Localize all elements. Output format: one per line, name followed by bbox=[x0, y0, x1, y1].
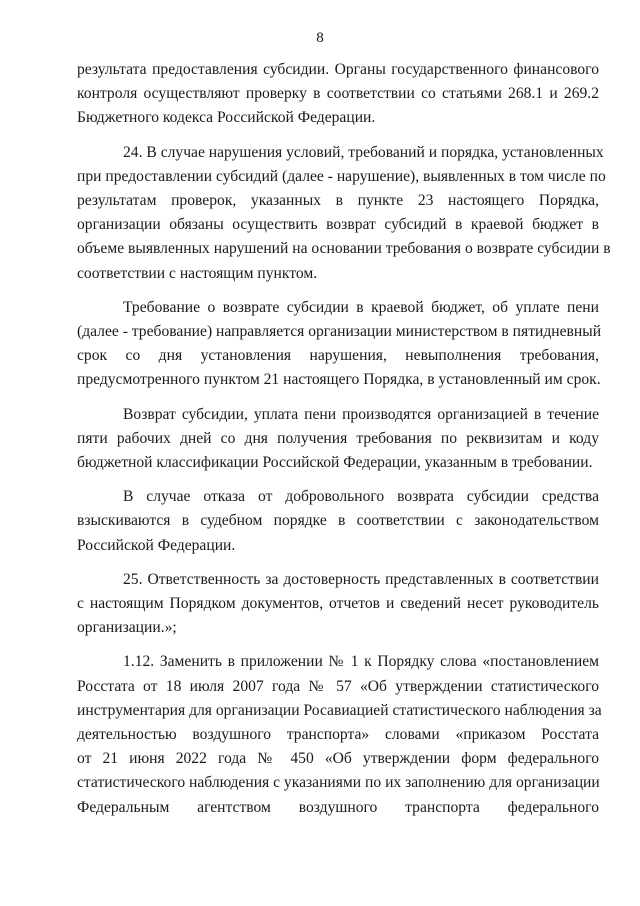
paragraph-gap bbox=[77, 393, 599, 403]
paragraph bbox=[77, 58, 599, 131]
text-line: от 21 июня 2022 года № 450 «Об утверждении форм федерального bbox=[77, 750, 599, 768]
page-number: 8 bbox=[316, 30, 324, 46]
text-line: бюджетной классификации Российской Федерации, указанным в требовании. bbox=[77, 454, 593, 472]
paragraph bbox=[77, 403, 599, 476]
text-line: результатам проверок, указанных в пункте 23 настоящего Порядка, bbox=[77, 192, 599, 210]
text-line: объеме выявленных нарушений на основании требования о возврате субсидии в bbox=[77, 240, 611, 258]
text-line: В случае отказа от добровольного возврата субсидии средства bbox=[123, 488, 599, 506]
paragraph bbox=[77, 141, 611, 286]
text-line: Российской Федерации. bbox=[77, 536, 236, 554]
paragraph-gap bbox=[77, 131, 599, 141]
paragraph-gap bbox=[77, 475, 599, 485]
text-line: пяти рабочих дней со дня получения требования по реквизитам и коду bbox=[77, 429, 599, 447]
text-line: (далее - требование) направляется организации министерством в пятидневный bbox=[77, 323, 602, 341]
text-line: 25. Ответственность за достоверность представленных в соответствии bbox=[123, 570, 599, 588]
text-line: инструментария для организации Росавиацией статистического наблюдения за bbox=[77, 701, 602, 719]
text-line: 24. В случае нарушения условий, требований и порядка, установленных bbox=[123, 143, 604, 161]
text-line: Возврат субсидии, уплата пени производятся организацией в течение bbox=[123, 405, 599, 423]
text-line: срок со дня установления нарушения, невыполнения требования, bbox=[77, 347, 599, 365]
text-line: статистического наблюдения с указаниями по их заполнению для организации bbox=[77, 774, 600, 792]
paragraph bbox=[77, 485, 599, 558]
text-line: контроля осуществляют проверку в соответствии со статьями 268.1 и 269.2 bbox=[77, 85, 599, 103]
text-line: Росстата от 18 июля 2007 года № 57 «Об утверждении статистического bbox=[77, 677, 599, 695]
paragraph bbox=[77, 568, 599, 641]
paragraph-gap bbox=[77, 640, 599, 650]
paragraph-gap bbox=[77, 558, 599, 568]
text-line: Федеральным агентством воздушного транспорта федерального bbox=[77, 798, 599, 816]
text-line: предусмотренного пунктом 21 настоящего Порядка, в установленный им срок. bbox=[77, 371, 601, 389]
text-line: соответствии с настоящим пунктом. bbox=[77, 264, 318, 282]
text-line: результата предоставления субсидии. Органы государственного финансового bbox=[77, 61, 599, 78]
text-line: при предоставлении субсидий (далее - нарушение), выявленных в том числе по bbox=[77, 167, 606, 185]
text-line: организации обязаны осуществить возврат субсидий в краевой бюджет в bbox=[77, 216, 599, 234]
text-line: деятельностью воздушного транспорта» словами «приказом Росстата bbox=[77, 726, 599, 744]
text-line: с настоящим Порядком документов, отчетов и сведений несет руководитель bbox=[77, 595, 599, 613]
text-line: Бюджетного кодекса Российской Федерации. bbox=[77, 109, 376, 127]
text-line: Требование о возврате субсидии в краевой бюджет, об уплате пени bbox=[123, 298, 599, 316]
text-line: 1.12. Заменить в приложении № 1 к Порядку слова «постановлением bbox=[123, 653, 599, 671]
paragraph bbox=[77, 650, 602, 819]
document-body bbox=[77, 58, 611, 820]
text-line: взыскиваются в судебном порядке в соответствии с законодательством bbox=[77, 512, 599, 530]
paragraph-gap bbox=[77, 286, 599, 296]
paragraph bbox=[77, 296, 602, 393]
text-line: организации.»; bbox=[77, 619, 177, 637]
